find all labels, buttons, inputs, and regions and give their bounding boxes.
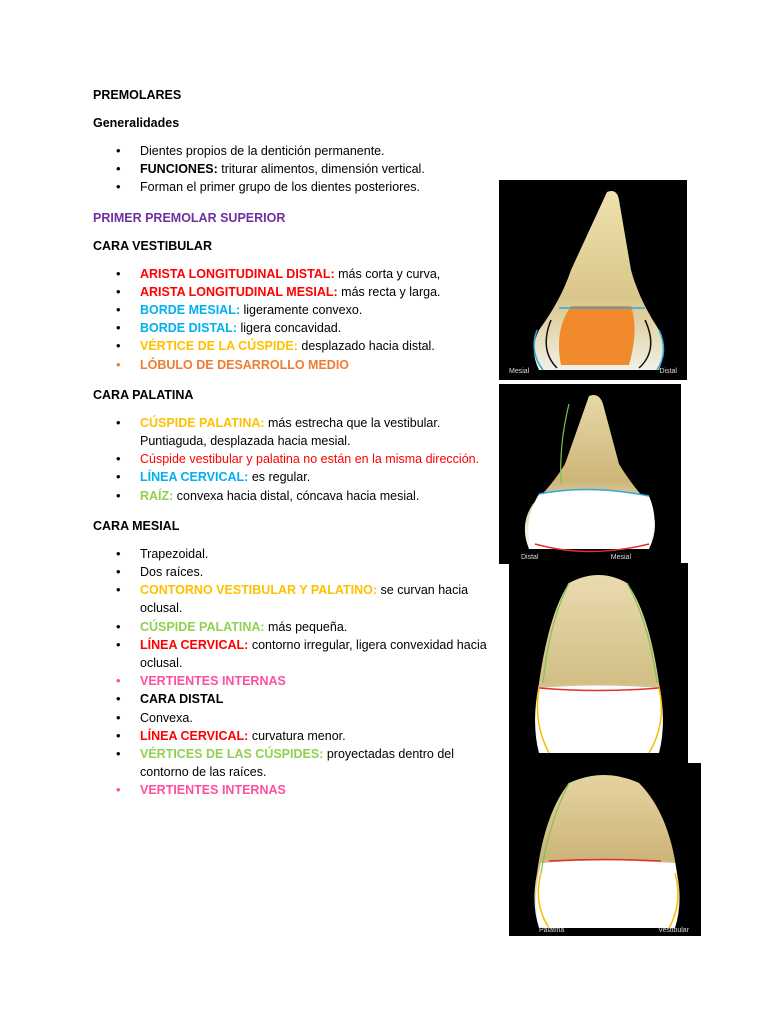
photo-label: Vestibular bbox=[658, 927, 689, 934]
tooth-photo-vestibular bbox=[499, 180, 687, 380]
tooth-photo-distal bbox=[509, 763, 701, 936]
list-item: • Dientes propios de la dentición permanente. bbox=[116, 143, 385, 158]
list-item: • Convexa. bbox=[116, 709, 193, 725]
list-item: • Cúspide vestibular y palatina no están en la misma dirección. bbox=[116, 451, 480, 467]
photo-label: Mesial bbox=[509, 368, 530, 375]
section-title: PRIMER PREMOLAR SUPERIOR bbox=[93, 210, 286, 225]
photo-label: Mesial bbox=[610, 554, 631, 561]
list-item: • VERTIENTES INTERNAS bbox=[116, 782, 286, 798]
list-item: • FUNCIONES: triturar alimentos, dimensión vertical. bbox=[116, 161, 425, 177]
list-item: • VÉRTICE DE LA CÚSPIDE: desplazado hacia distal. bbox=[116, 338, 435, 354]
tooth-mesial-illustration bbox=[509, 563, 688, 763]
list-item: • LÍNEA CERVICAL: contorno irregular, ligera convexidad hacia oclusal. bbox=[116, 636, 487, 671]
cara-vestibular-list bbox=[93, 265, 493, 374]
list-item: • LÍNEA CERVICAL: curvatura menor. bbox=[116, 727, 346, 743]
list-item: • CONTORNO VESTIBULAR Y PALATINO: se curvan hacia oclusal. bbox=[116, 582, 469, 616]
list-item: • LÍNEA CERVICAL: es regular. bbox=[116, 469, 311, 485]
list-item: • VERTIENTES INTERNAS bbox=[116, 673, 286, 689]
generalidades-list bbox=[93, 142, 493, 197]
tooth-palatina-illustration bbox=[499, 384, 681, 564]
tooth-photo-palatina bbox=[499, 384, 681, 564]
list-item: • BORDE MESIAL: ligeramente convexo. bbox=[116, 302, 363, 318]
photo-label: Distal bbox=[521, 554, 539, 561]
tooth-distal-illustration bbox=[509, 763, 701, 936]
tooth-vestibular-illustration bbox=[499, 180, 687, 380]
list-item: • Trapezoidal. bbox=[116, 545, 209, 561]
list-item: • CARA DISTAL bbox=[116, 691, 224, 707]
photo-label: Palatina bbox=[539, 927, 565, 934]
tooth-photo-mesial bbox=[509, 563, 688, 763]
list-item: • VÉRTICES DE LAS CÚSPIDES: proyectadas dentro del contorno de las raíces. bbox=[116, 746, 455, 780]
list-item: • BORDE DISTAL: ligera concavidad. bbox=[116, 320, 342, 336]
list-item: • RAÍZ: convexa hacia distal, cóncava hacia mesial. bbox=[116, 487, 420, 503]
list-item: • ARISTA LONGITUDINAL DISTAL: más corta y curva, bbox=[116, 265, 441, 281]
cara-palatina-heading: CARA PALATINA bbox=[93, 387, 194, 402]
cara-mesial-heading: CARA MESIAL bbox=[93, 518, 180, 533]
list-item: • Dos raíces. bbox=[116, 564, 204, 580]
list-item: • Forman el primer grupo de los dientes posteriores. bbox=[116, 179, 420, 195]
photo-label: Distal bbox=[659, 368, 677, 375]
cara-vestibular-heading: CARA VESTIBULAR bbox=[93, 238, 212, 253]
cara-mesial-list bbox=[93, 545, 493, 800]
page-title: PREMOLARES bbox=[93, 88, 182, 102]
list-item: • CÚSPIDE PALATINA: más estrecha que la vestibular. Puntiaguda, desplazada hacia mesial. bbox=[116, 414, 441, 449]
list-item: • ARISTA LONGITUDINAL MESIAL: más recta y larga. bbox=[116, 283, 441, 299]
list-item: • LÓBULO DE DESARROLLO MEDIO bbox=[116, 356, 350, 372]
cara-palatina-list bbox=[93, 414, 493, 505]
document-body bbox=[93, 86, 493, 812]
generalidades-heading: Generalidades bbox=[93, 116, 180, 130]
list-item: • CÚSPIDE PALATINA: más pequeña. bbox=[116, 618, 348, 634]
